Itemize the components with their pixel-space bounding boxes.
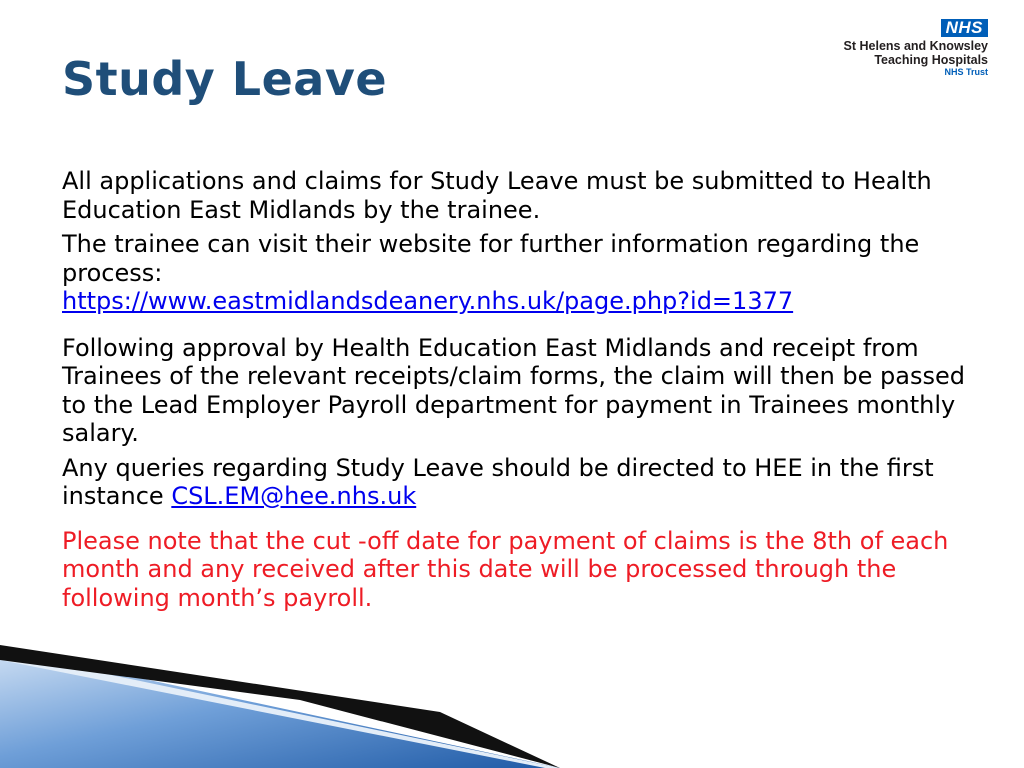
paragraph-queries xyxy=(62,454,982,511)
paragraph-website-text: The trainee can visit their website for further information regarding the process: xyxy=(62,230,920,287)
page-title: Study Leave xyxy=(62,52,388,106)
paragraph-website xyxy=(62,230,982,316)
content-body xyxy=(62,167,982,618)
swoosh-light-band xyxy=(0,652,560,768)
nhs-badge: NHS xyxy=(941,19,988,37)
hee-email-link[interactable]: CSL.EM@hee.nhs.uk xyxy=(171,482,417,510)
paragraph-applications: All applications and claims for Study Leave must be submitted to Health Education East Midlands by the trainee. xyxy=(62,167,932,224)
logo-org-line-2: Teaching Hospitals xyxy=(874,53,988,67)
deanery-website-link[interactable]: https://www.eastmidlandsdeanery.nhs.uk/page.php?id=1377 xyxy=(62,287,794,315)
logo-org-line-1: St Helens and Knowsley xyxy=(843,39,988,53)
paragraph-queries-text: Any queries regarding Study Leave should be directed to HEE in the first instance xyxy=(62,453,934,510)
swoosh-blue-band xyxy=(0,648,560,768)
nhs-trust-logo xyxy=(768,18,988,78)
cutoff-notice: Please note that the cut -off date for payment of claims is the 8th of each month and any received after this date will be processed through the following month’s payroll. xyxy=(62,526,949,612)
logo-trust-label: NHS Trust xyxy=(944,67,988,77)
swoosh-black-band xyxy=(0,645,560,768)
paragraph-approval: Following approval by Health Education East Midlands and receipt from Trainees of the relevant receipts/claim forms, the claim will then be passed to the Lead Employer Payroll department for payment in Trainees monthly salary. xyxy=(62,333,965,447)
